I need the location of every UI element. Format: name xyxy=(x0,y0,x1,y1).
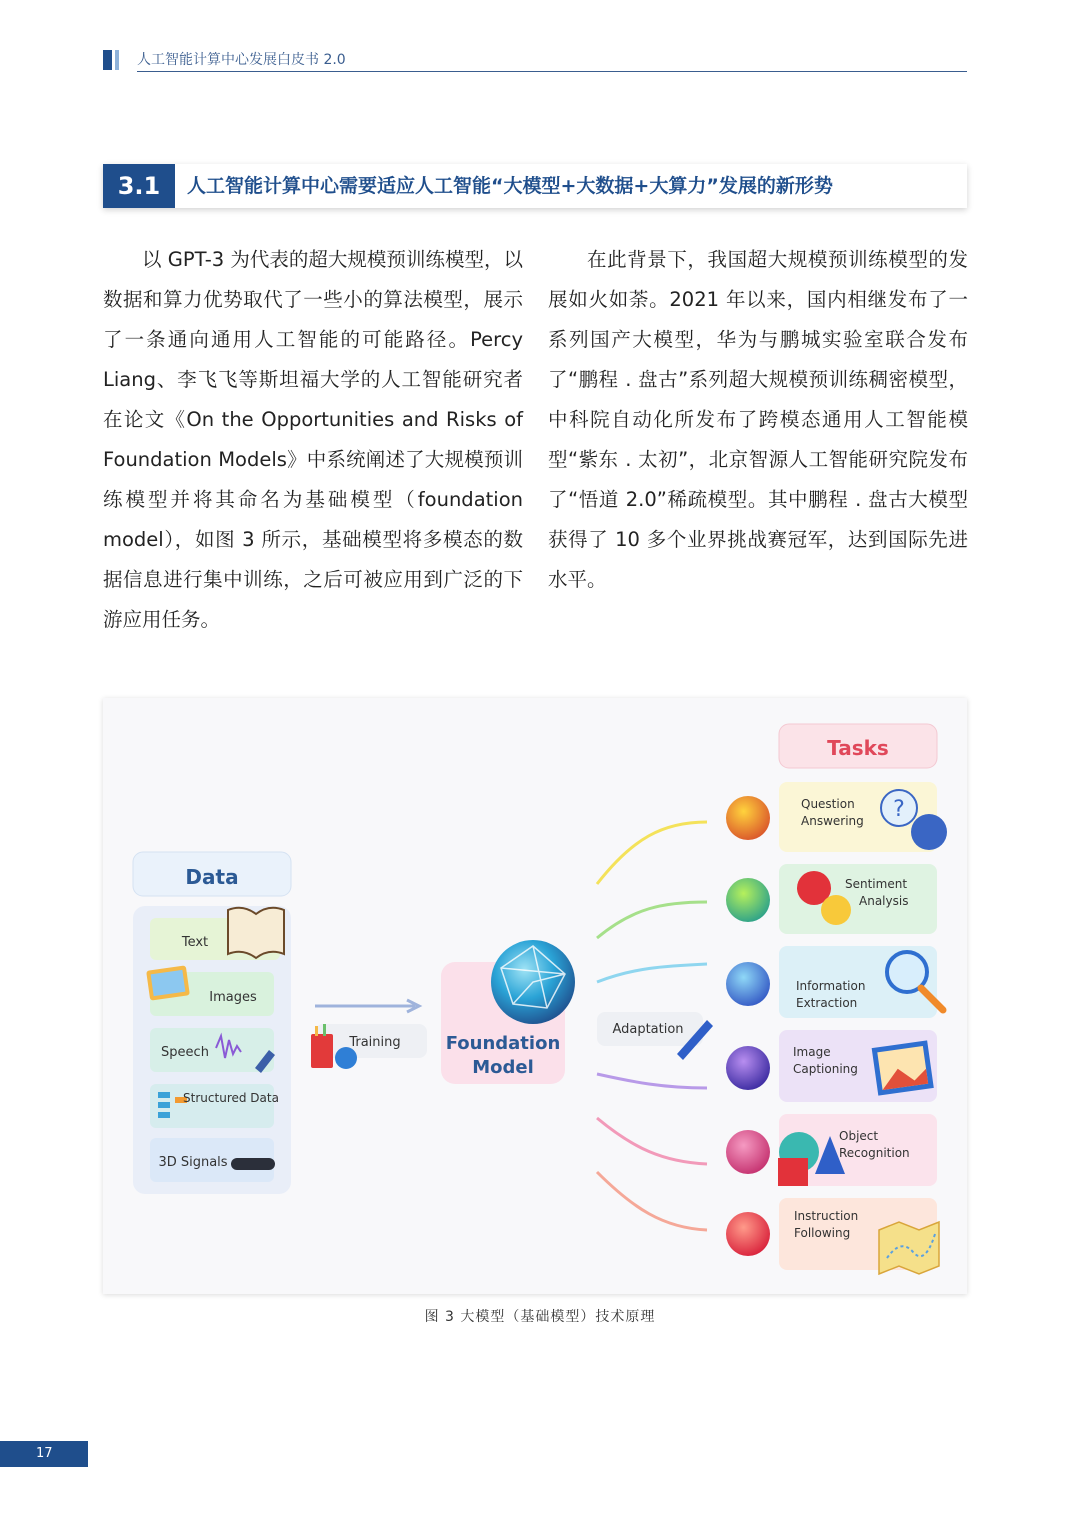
sensor-icon xyxy=(231,1158,275,1170)
data-item-3d: 3D Signals xyxy=(158,1155,228,1170)
section-heading xyxy=(103,164,967,208)
task-orb-2 xyxy=(726,878,770,922)
foundation-label-1: Foundation xyxy=(445,1033,561,1054)
task-instruction-1: Instruction xyxy=(794,1209,859,1223)
happy-face-icon xyxy=(821,895,851,925)
header-rule xyxy=(137,71,967,72)
adaptation-label: Adaptation xyxy=(612,1022,684,1037)
photo-icon xyxy=(146,965,190,1000)
task-orb-5 xyxy=(726,1130,770,1174)
data-item-images: Images xyxy=(209,990,257,1005)
picture-frame-icon xyxy=(872,1040,934,1095)
task-sentiment-1: Sentiment xyxy=(845,877,908,891)
foundation-label-2: Model xyxy=(472,1057,534,1078)
task-orb-6 xyxy=(726,1212,770,1256)
task-qa-2: Answering xyxy=(801,814,864,828)
running-header: 人工智能计算中心发展白皮书 2.0 xyxy=(137,52,346,68)
page-number: 17 xyxy=(0,1441,88,1467)
body-paragraph-right: 在此背景下，我国超大规模预训练模型的发展如火如荼。2021 年以来，国内相继发布了一系列国产大模型，华为与鹏城实验室联合发布了“鹏程 . 盘古”系列超大规模预训练稠密模型，中科院自动化所发布了跨模态通用人工智能模型“紫东 . 太初”，北京智源人工智能研究院发布了“悟道 2.0”稀疏模型。其中鹏程 . 盘古大模型获得了 10 多个业界挑战赛冠军，达到国际先进水平。 xyxy=(548,248,968,591)
map-icon xyxy=(879,1222,939,1274)
book-icon xyxy=(228,908,284,958)
task-ie-1: Information xyxy=(796,979,866,993)
figure-diagram xyxy=(103,698,967,1294)
task-instruction-2: Following xyxy=(794,1226,851,1240)
header-bar-icon xyxy=(103,50,112,70)
data-item-text: Text xyxy=(181,935,209,950)
figure-caption: 图 3 大模型（基础模型）技术原理 xyxy=(424,1309,656,1325)
data-item-structured: Structured Data xyxy=(183,1091,279,1105)
task-object-2: Recognition xyxy=(839,1146,910,1160)
header-bar-accent xyxy=(115,50,119,70)
task-sentiment-2: Analysis xyxy=(859,894,909,908)
section-number: 3.1 xyxy=(103,164,175,208)
training-label: Training xyxy=(349,1035,401,1050)
task-qa-1: Question xyxy=(801,797,855,811)
task-ie-2: Extraction xyxy=(796,996,858,1010)
body-paragraph-left: 以 GPT-3 为代表的超大规模预训练模型，以数据和算力优势取代了一些小的算法模型，展示了一条通向通用人工智能的可能路径。Percy Liang、李飞飞等斯坦福大学的人工智能研究者在论文《On the Opportunities and Risks of Foundation Models》中系统阐述了大规模预训练模型并将其命名为基础模型（foundation model），如图 3 所示，基础模型将多模态的数据信息进行集中训练，之后可被应用到广泛的下游应用任务。 xyxy=(103,248,523,631)
svg-text:?: ? xyxy=(893,797,905,822)
data-item-speech: Speech xyxy=(161,1045,209,1060)
section-title: 人工智能计算中心需要适应人工智能“大模型+大数据+大算力”发展的新形势 xyxy=(187,175,833,197)
figure-foundation-model xyxy=(103,698,967,1294)
task-orb-3 xyxy=(726,962,770,1006)
task-orb-1 xyxy=(726,796,770,840)
task-orb-4 xyxy=(726,1046,770,1090)
task-caption-1: Image xyxy=(793,1045,831,1059)
data-title: Data xyxy=(185,865,239,889)
task-caption-2: Captioning xyxy=(793,1062,858,1076)
tasks-title: Tasks xyxy=(827,736,889,760)
task-object-1: Object xyxy=(839,1129,879,1143)
